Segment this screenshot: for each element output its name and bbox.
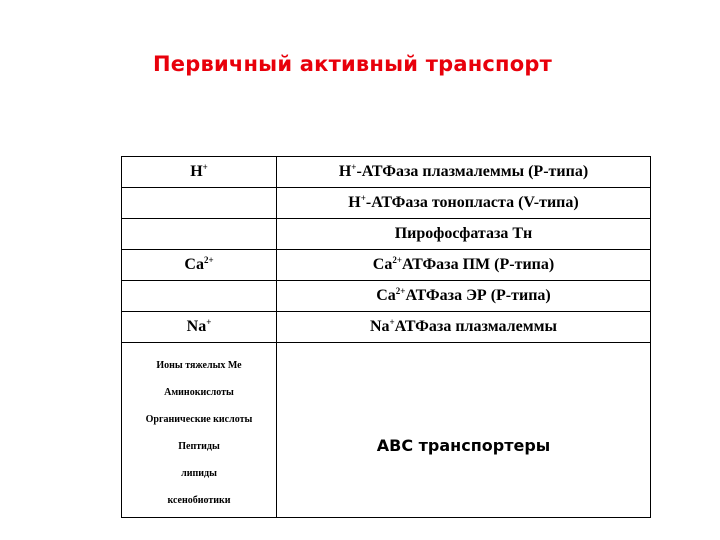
ion-cell: $Ca^{2+}$ <box>122 250 277 281</box>
pump-cell: Na+АТФаза плазмалеммы <box>277 312 651 343</box>
table-row <box>122 188 651 219</box>
substrate-list <box>122 347 276 514</box>
ion-cell <box>122 281 277 312</box>
slide-title: Первичный активный транспорт <box>153 52 552 76</box>
ion-cell <box>122 188 277 219</box>
pump-cell: H+-АТФаза плазмалеммы (Р-типа) <box>277 157 651 188</box>
table-row <box>122 219 651 250</box>
ion-cell: Na+ <box>122 312 277 343</box>
table-row-abc <box>122 343 651 518</box>
abc-transporters-label: АВС транспортеры <box>376 435 551 455</box>
substrate-list-cell <box>122 343 277 518</box>
list-item: Пептиды <box>178 440 220 452</box>
transport-table <box>121 156 651 518</box>
list-item: Аминокислоты <box>164 386 234 398</box>
table-row <box>122 312 651 343</box>
ion-cell: H+ <box>122 157 277 188</box>
ion-cell <box>122 219 277 250</box>
pump-cell: Пирофосфатаза Тн <box>277 219 651 250</box>
pump-cell: $Ca^{2+}АТФаза$ ПМ (Р-типа) <box>277 250 651 281</box>
table-row <box>122 250 651 281</box>
pump-cell: H+-АТФаза тонопласта (V-типа) <box>277 188 651 219</box>
list-item: липиды <box>181 467 217 479</box>
table-row <box>122 281 651 312</box>
list-item: Ионы тяжелых Ме <box>156 359 242 371</box>
list-item: ксенобиотики <box>167 494 231 506</box>
list-item: Органические кислоты <box>145 413 253 425</box>
abc-cell <box>277 343 651 518</box>
pump-cell: $Ca^{2+}АТФаза$ ЭР (Р-типа) <box>277 281 651 312</box>
table-row <box>122 157 651 188</box>
